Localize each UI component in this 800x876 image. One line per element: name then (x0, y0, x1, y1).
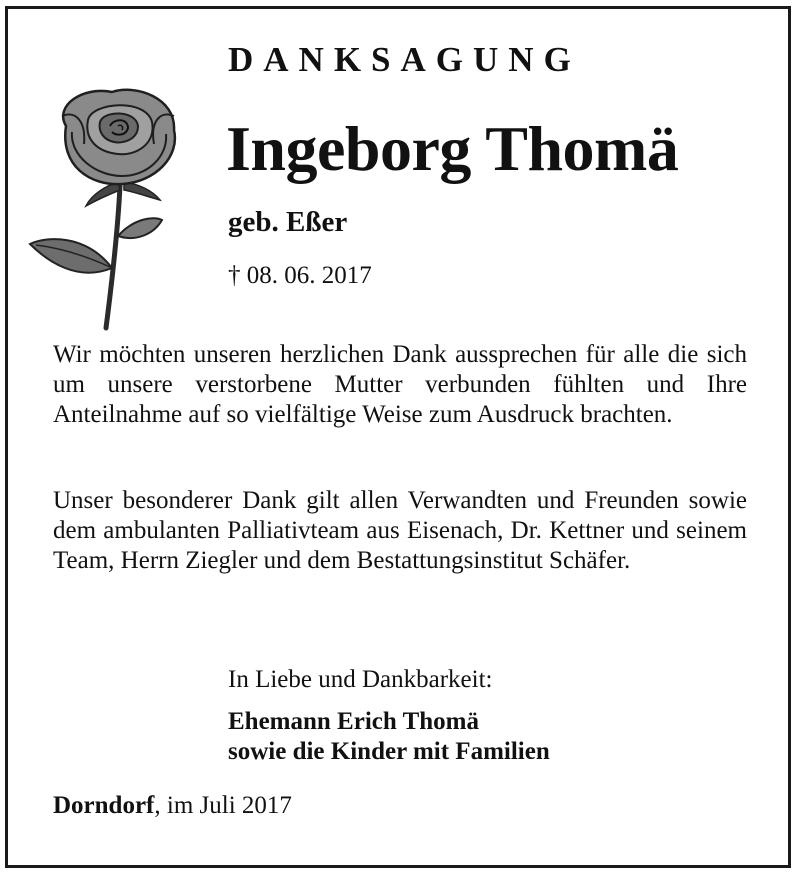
special-thanks-paragraph: Unser besonderer Dank gilt allen Verwandten und Freunden sowie dem ambulanten Palliativteam aus Eisenach, Dr. Kettner und seinem Team, Herrn Ziegler und dem Bestattungsinstitut Schäfer. (53, 487, 747, 574)
date-text: , im Juli 2017 (154, 792, 292, 819)
notice-heading: DANKSAGUNG (228, 40, 581, 79)
death-date: † 08. 06. 2017 (228, 262, 372, 289)
closing-line: In Liebe und Dankbarkeit: (228, 666, 493, 693)
maiden-name: geb. Eßer (228, 206, 348, 238)
rose-icon (26, 86, 186, 331)
signer-line: Ehemann Erich Thomä (228, 708, 479, 735)
thanks-paragraph: Wir möchten unseren herzlichen Dank aussprechen für alle die sich um unsere verstorbene Mutter verbunden fühlten und Ihre Anteilnahme auf so vielfältige Weise zum Ausdruck brachten. (53, 341, 747, 428)
place-name: Dorndorf (53, 792, 155, 819)
signer-line: sowie die Kinder mit Familien (228, 738, 550, 765)
signers (228, 707, 550, 767)
place-date-line (53, 792, 292, 820)
deceased-name: Ingeborg Thomä (226, 113, 679, 184)
